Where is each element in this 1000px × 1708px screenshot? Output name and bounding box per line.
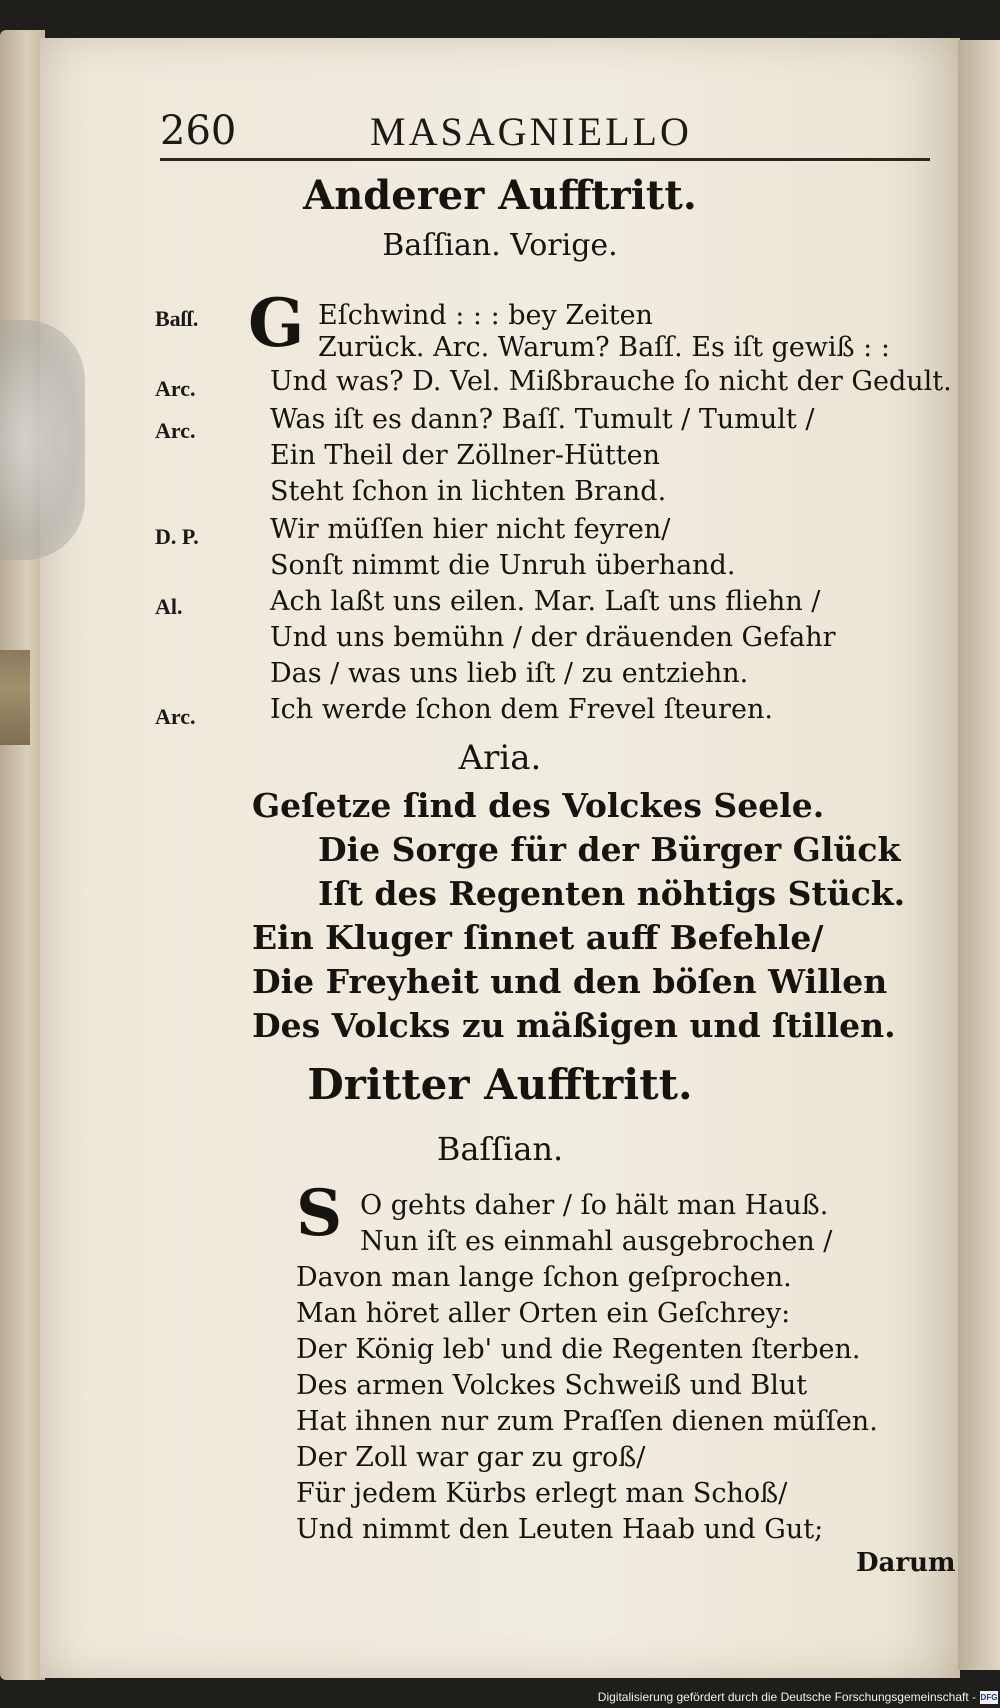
catchword: Darum (856, 1548, 956, 1578)
running-head (160, 108, 930, 154)
drop-initial: G (248, 284, 305, 362)
aria-line: Geſetze ſind des Volckes Seele. (252, 786, 825, 825)
page-fore-edge (0, 30, 45, 1680)
facing-page-edge (958, 40, 1000, 1670)
verse-line: Wir müſſen hier nicht feyren/ (270, 514, 671, 545)
verse-line: Der Zoll war gar zu groß/ (296, 1442, 646, 1473)
aria-line: Ein Kluger ſinnet auff Befehle/ (252, 918, 824, 957)
cast-list: Baſſian. Vorige. (382, 228, 618, 263)
verse-line: Das / was uns lieb iſt / zu entziehn. (270, 658, 749, 689)
verse-line: O gehts daher / ſo hält man Hauß. (360, 1190, 829, 1221)
verse-line: Ein Theil der Zöllner-Hütten (270, 440, 660, 471)
verse-line: Und nimmt den Leuten Haab und Gut; (296, 1514, 824, 1545)
verse-line: Zurück. Arc. Warum? Baſſ. Es iſt gewiß : : (318, 332, 890, 363)
speaker-label: Baſſ. (155, 306, 199, 331)
verse-line: Ich werde ſchon dem Frevel ſteuren. (270, 694, 773, 725)
cast-list: Baſſian. (436, 1130, 564, 1168)
speaker-label: Arc. (155, 418, 196, 443)
speaker-label: D. P. (155, 524, 199, 549)
verse-line: Man höret aller Orten ein Geſchrey: (296, 1298, 791, 1329)
head-rule (160, 158, 930, 161)
verse-line: Davon man lange ſchon geſprochen. (296, 1262, 792, 1293)
verse-line: Hat ihnen nur zum Praſſen dienen müſſen. (296, 1406, 878, 1437)
verse-line: Und was? D. Vel. Mißbrauche ſo nicht der Gedult. (270, 366, 952, 397)
aria-line: Iſt des Regenten nöhtigs Stück. (318, 874, 906, 913)
speaker-label: Arc. (155, 704, 196, 729)
verse-line: Für jedem Kürbs erlegt man Schoß/ (296, 1478, 788, 1509)
aria-line: Die Freyheit und den böſen Willen (252, 962, 888, 1001)
verse-line: Was iſt es dann? Baſſ. Tumult / Tumult / (270, 404, 815, 435)
verse-line: Eſchwind : : : bey Zeiten (318, 300, 653, 331)
footer-bar (0, 1688, 1000, 1708)
drop-initial: S (296, 1176, 343, 1251)
dfg-logo: DFG (980, 1693, 998, 1702)
verse-line: Der König leb' und die Regenten ſterben. (296, 1334, 861, 1365)
paper-strip (0, 650, 30, 745)
aria-line: Die Sorge für der Bürger Glück (318, 830, 901, 869)
page-number: 260 (160, 108, 237, 154)
verse-line: Des armen Volckes Schweiß und Blut (296, 1370, 808, 1401)
glass-clip (0, 320, 85, 560)
verse-line: Sonſt nimmt die Unruh überhand. (270, 550, 736, 581)
aria-line: Des Volcks zu mäßigen und ſtillen. (252, 1006, 896, 1045)
aria-heading: Aria. (458, 738, 542, 778)
running-title: MASAGNIELLO (370, 109, 692, 154)
verse-line: Und uns bemühn / der dräuenden Gefahr (270, 622, 836, 653)
scene-heading: Dritter Aufftritt. (307, 1060, 693, 1109)
speaker-label: Arc. (155, 376, 196, 401)
scene-heading: Anderer Aufftritt. (303, 172, 697, 219)
verse-line: Steht ſchon in lichten Brand. (270, 476, 667, 507)
footer-credit: Digitalisierung gefördert durch die Deutsche Forschungsgemeinschaft - (597, 1690, 976, 1704)
verse-line: Nun iſt es einmahl ausgebrochen / (360, 1226, 833, 1257)
speaker-label: Al. (155, 594, 183, 619)
verse-line: Ach laßt uns eilen. Mar. Laſt uns fliehn / (270, 586, 821, 617)
